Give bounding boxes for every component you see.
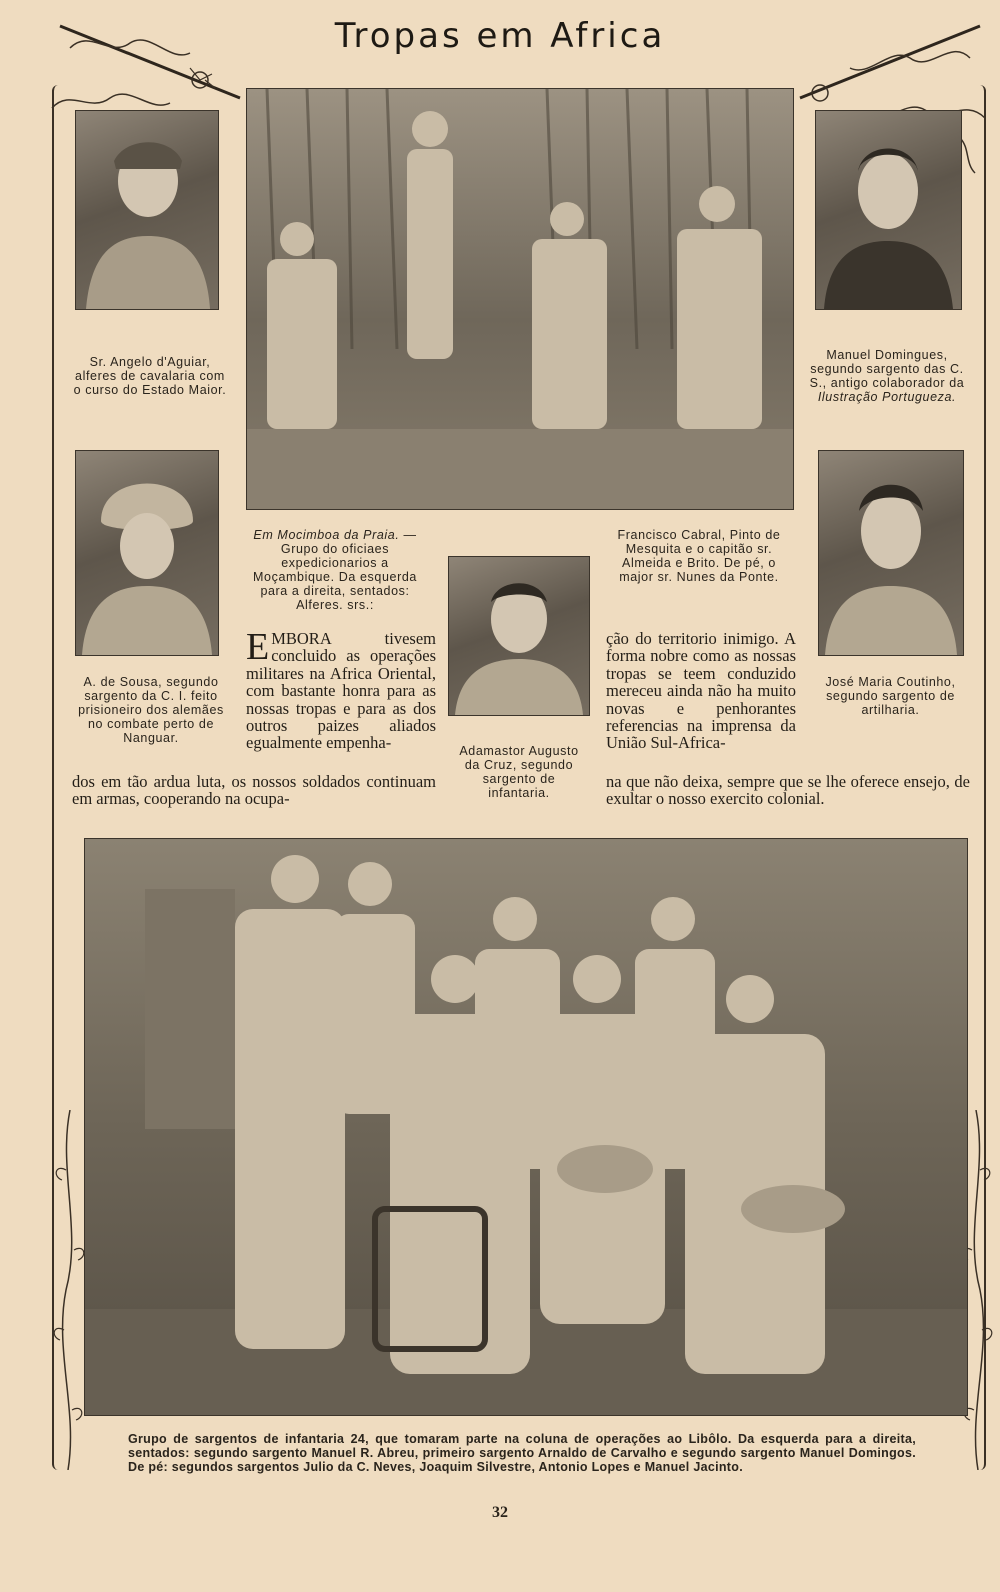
article-column-right: ção do territorio inimigo. A forma nobre como as nossas tropas se teem conduzido mereceu ainda não ha muito novas e penhorantes referencias na imprensa da União Sul-Africa- — [606, 629, 796, 753]
caption-aguiar: Sr. Angelo d'Aguiar, alferes de cavalaria com o curso do Estado Maior. — [73, 355, 227, 397]
caption-domingues-text: Manuel Domingues, segundo sargento das C. S., antigo colaborador da — [809, 348, 965, 390]
article-column-left — [246, 626, 436, 753]
sergeants-figures-icon — [85, 839, 967, 1415]
portrait-photo-coutinho — [818, 450, 964, 656]
page-title: Tropas em Africa — [334, 16, 666, 56]
caption-cruz: Adamastor Augusto da Cruz, segundo sargento de infantaria. — [459, 744, 579, 800]
caption-domingues — [802, 348, 972, 404]
portrait-photo-sousa — [75, 450, 219, 656]
portrait-figure-icon — [76, 111, 218, 309]
caption-coutinho: José Maria Coutinho, segundo sargento de artilharia. — [825, 675, 956, 717]
group-figures-icon — [247, 89, 793, 509]
caption-group-officers-right: Francisco Cabral, Pinto de Mesquita e o capitão sr. Almeida e Brito. De pé, o major sr. Nunes da Ponte. — [617, 528, 781, 584]
page-number: 32 — [492, 1504, 508, 1521]
portrait-photo-aguiar — [75, 110, 219, 310]
article-right-continued: na que não deixa, sempre que se lhe oferece ensejo, de exultar o nosso exercito colonial. — [606, 772, 970, 809]
article-left-continued: dos em tão ardua luta, os nossos soldados continuam em armas, cooperando na ocupa- — [72, 772, 436, 809]
article-dropcap: E — [246, 626, 270, 668]
portrait-figure-icon — [819, 451, 963, 655]
portrait-photo-domingues — [815, 110, 962, 310]
portrait-figure-icon — [76, 451, 218, 655]
caption-group-officers-left-text: —Grupo do oficiaes expedicionarios a Moçambique. Da esquerda para a direita, sentados: Alferes. srs.: — [253, 528, 417, 612]
portrait-photo-cruz — [448, 556, 590, 716]
article-left-text: MBORA tivesem concluido as operações militares na Africa Oriental, com bastante honra para as nossas tropas e para as dos outros paizes aliados egualmente empenha- — [246, 629, 436, 753]
group-photo-sergeants — [84, 838, 968, 1416]
portrait-figure-icon — [816, 111, 961, 309]
caption-sousa: A. de Sousa, segundo sargento da C. I. feito prisioneiro dos alemães no combate perto de Nanguar. — [78, 675, 224, 745]
portrait-figure-icon — [449, 557, 589, 715]
group-photo-officers — [246, 88, 794, 510]
caption-location: Em Mocimboa da Praia. — [253, 528, 400, 542]
caption-sergeants: Grupo de sargentos de infantaria 24, que tomaram parte na coluna de operações ao Libôlo. Da esquerda para a direita, sentados: segundo sargento Manuel R. Abreu, primeiro sargento Arnaldo de Carvalho e segundo sargento Manuel Domingos. De pé: segundos sargentos Julio da C. Neves, Joaquim Silvestre, Antonio Lopes e Manuel Jacinto. — [128, 1432, 916, 1474]
caption-domingues-magazine: Ilustração Portugueza. — [817, 390, 957, 404]
caption-group-officers-left — [240, 528, 430, 612]
